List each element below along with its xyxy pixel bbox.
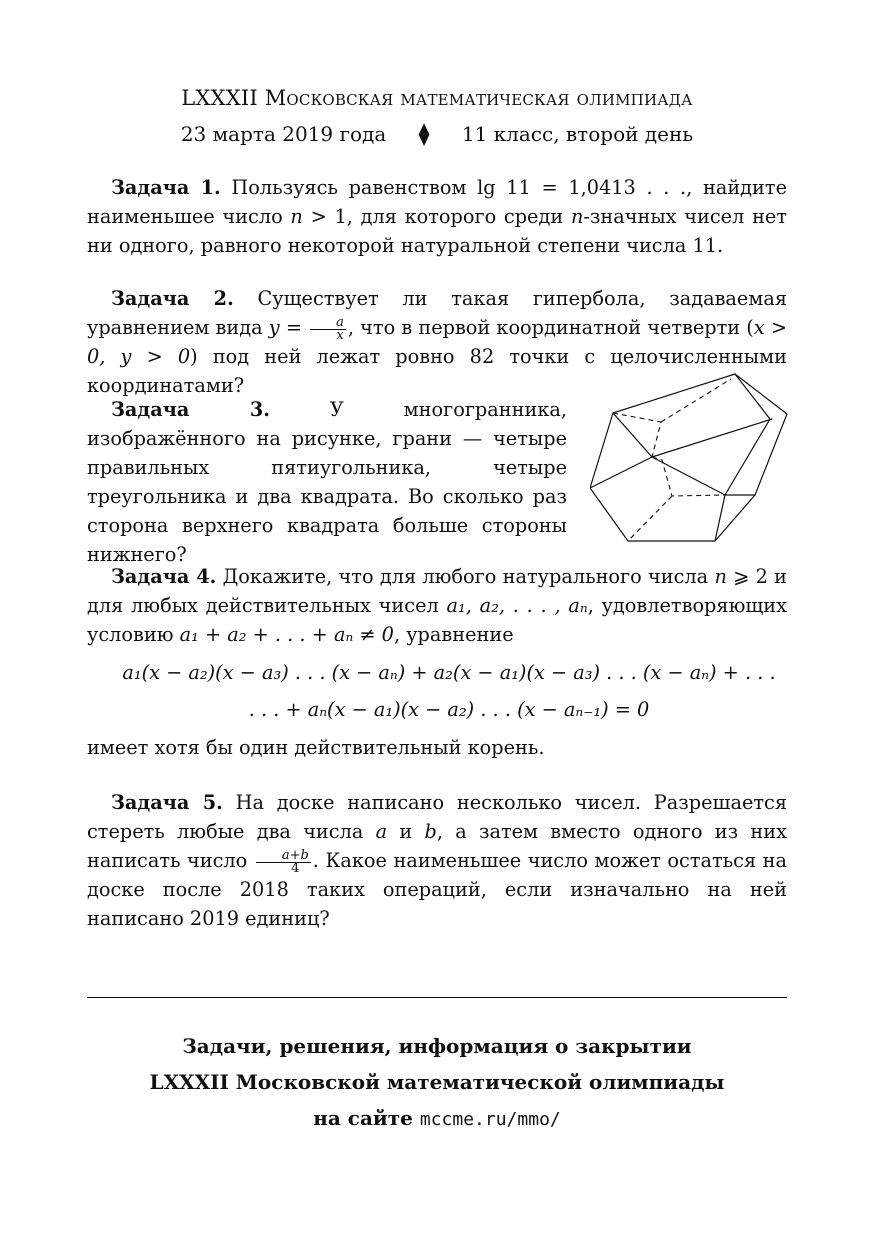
problem-5 — [87, 788, 787, 933]
problem-3 — [87, 395, 567, 569]
hidden-edge — [613, 413, 661, 457]
problem-label: Задача 4. — [111, 565, 217, 588]
problem-text: У многогранника, изображённого на рисунке, грани — четыре правильных пятиугольника, четыре треугольника и два квадрата. Во сколько раз сторона верхнего квадрата больше стороны нижнего? — [87, 398, 567, 566]
solid-edge — [613, 413, 772, 457]
math-condition: x > 0, y > 0 — [87, 316, 787, 368]
problem-label: Задача 5. — [111, 791, 223, 814]
problem-text: , а затем вместо одного из них написать число — [87, 820, 788, 872]
problem-text: На доске написано несколько чисел. Разрешается стереть любые два числа — [87, 791, 787, 843]
math-var: y — [268, 316, 280, 339]
solid-edge — [725, 374, 770, 495]
math-var: n — [714, 565, 727, 588]
problem-text: , удовлетворяющих условию — [87, 594, 788, 646]
math-var: n — [290, 205, 303, 228]
math-var: b — [424, 820, 437, 843]
solid-edge — [652, 457, 725, 541]
date-grade-line — [0, 122, 874, 147]
problem-text: и — [387, 820, 425, 843]
problem-label: Задача 2. — [111, 287, 234, 310]
olympiad-date: 23 марта 2019 года — [180, 122, 387, 146]
fraction — [256, 847, 311, 876]
fraction-numerator: a+b — [256, 850, 311, 863]
equation-line-1: a₁(x − a₂)(x − a₃) . . . (x − aₙ) + a₂(x − a₁)(x − a₃) . . . (x − aₙ) + . . . — [122, 661, 776, 684]
problem-text: Пользуясь равенством lg 11 = 1,0413 . . ., найдите наименьшее число — [87, 176, 787, 228]
fraction — [310, 314, 346, 343]
problem-text: > 1, для которого среди — [302, 205, 571, 228]
problem-1 — [87, 173, 787, 260]
problem-4 — [87, 562, 787, 762]
fraction-numerator: a — [310, 317, 346, 330]
problem-label: Задача 3. — [111, 398, 270, 421]
footer — [0, 1028, 874, 1138]
problem-label: Задача 1. — [111, 176, 221, 199]
fraction-denominator: x — [336, 327, 344, 343]
problem-text: , уравнение — [393, 623, 514, 646]
problem-text: , что в первой координатной четверти ( — [347, 316, 754, 339]
math-op: = — [279, 316, 309, 339]
problem-text: Докажите, что для любого натурального числа — [216, 565, 715, 588]
footer-line-3 — [0, 1100, 874, 1138]
equation-line-2: . . . + aₙ(x − a₁)(x − a₂) . . . (x − aₙ₋₁) = 0 — [248, 698, 650, 721]
problem-text: ⩾ 2 и для любых действительных чисел — [87, 565, 787, 617]
hidden-edge — [628, 496, 672, 541]
polyhedron-figure — [590, 372, 790, 546]
solid-edge — [590, 374, 787, 541]
math-condition: a₁ + a₂ + . . . + aₙ ≠ 0 — [179, 623, 394, 646]
olympiad-title: LXXXII Московская математическая олимпиада — [181, 86, 693, 110]
problem-text: -значных чисел нет ни одного, равного некоторой натуральной степени числа 11. — [87, 205, 787, 257]
hidden-edge — [661, 379, 731, 422]
problem-text: Существует ли такая гипербола, задаваемая уравнением вида — [87, 287, 787, 339]
problem-text: . Какое наименьшее число может остаться на доске после 2018 таких операций, если изначально на ней написано 2019 единиц? — [87, 849, 787, 930]
diamond-icon: ⧫ — [418, 122, 430, 147]
divider — [87, 997, 787, 998]
footer-line-2: LXXXII Московской математической олимпиады — [149, 1070, 725, 1094]
grade-day: 11 класс, второй день — [461, 122, 694, 146]
footer-line-1: Задачи, решения, информация о закрытии — [182, 1034, 692, 1058]
fraction-denominator: 4 — [291, 860, 300, 876]
footer-site-text: на сайте — [313, 1106, 420, 1130]
math-sequence: a₁, a₂, . . . , aₙ — [446, 594, 588, 617]
solid-edge — [590, 457, 652, 488]
math-var: n — [570, 205, 584, 228]
website-link[interactable]: mccme.ru/mmo/ — [419, 1109, 561, 1130]
problem-text: ) под ней лежат ровно 82 точки с целочисленными координатами? — [87, 345, 787, 397]
problem-text: имеет хотя бы один действительный корень. — [87, 736, 545, 759]
math-var: a — [375, 820, 388, 843]
